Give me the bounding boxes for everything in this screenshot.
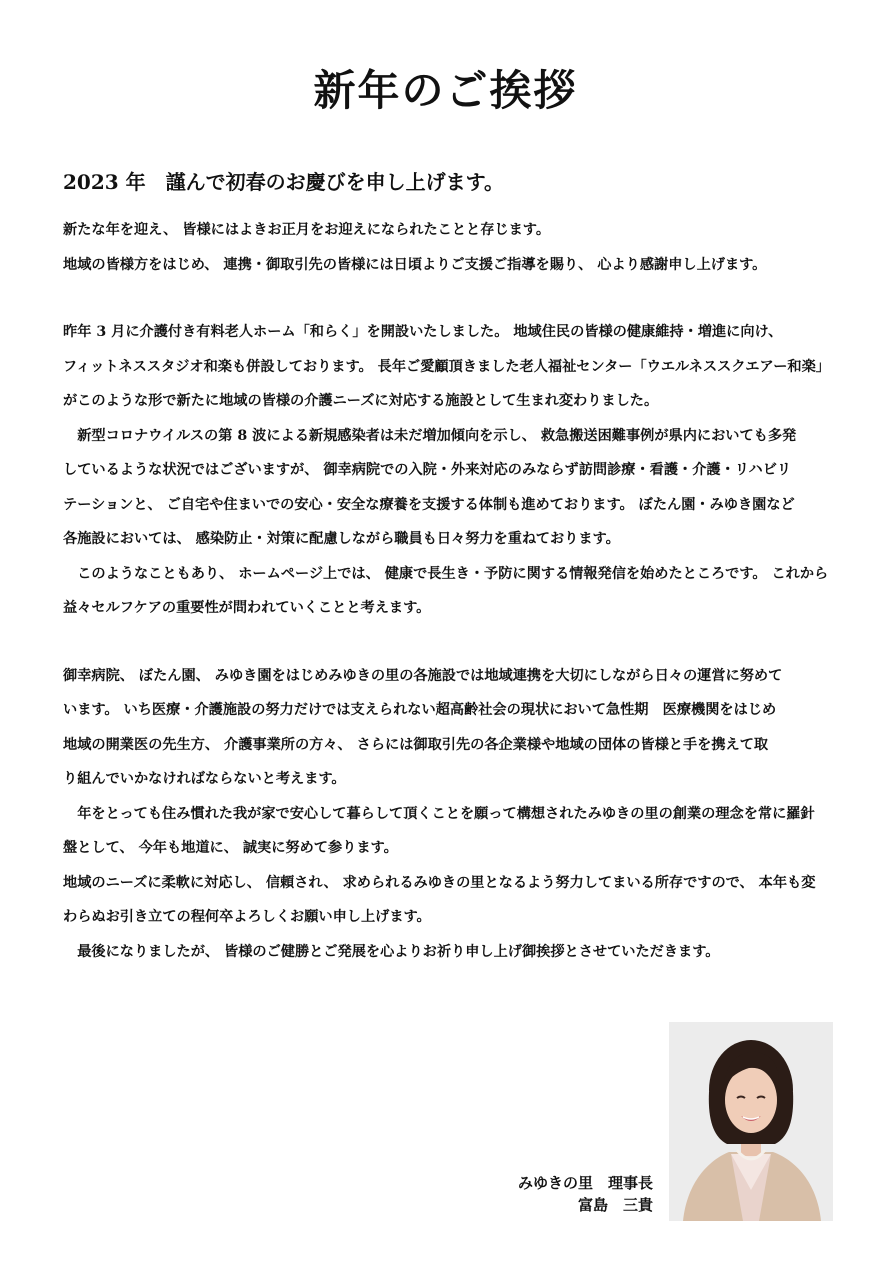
paragraph-3 xyxy=(63,661,853,972)
text-line: 昨年 3 月に介護付き有料老人ホーム「和らく」を開設いたしました。 地域住民の皆様の健康維持・増進に向け、 xyxy=(63,324,783,340)
text-line: フィットネススタジオ和楽も併設しております。 長年ご愛顧頂きました老人福祉センター「ウエルネススクエアー和楽」 xyxy=(63,358,830,375)
signature-name: 富島 三貴 xyxy=(577,1196,653,1214)
text-line: 新たな年を迎え、 皆様にはよきお正月をお迎えになられたことと存じます。 xyxy=(63,222,551,238)
text-line: このようなこともあり、 ホームページ上では、 健康で長生き・予防に関する情報発信を始めたところです。 これから xyxy=(63,565,829,582)
text-line: り組んでいかなければならないと考えます。 xyxy=(63,771,346,787)
paragraph-2 xyxy=(63,317,853,628)
text-line: 地域の開業医の先生方、 介護事業所の方々、 さらには御取引先の各企業様や地域の団体の皆様と手を携えて取 xyxy=(63,736,769,753)
text-line: 地域の皆様方をはじめ、 連携・御取引先の皆様には日頃よりご支援ご指導を賜り、 心より感謝申し上げます。 xyxy=(63,256,767,273)
signature-block xyxy=(518,1172,653,1216)
text-line: 新型コロナウイルスの第 8 波による新規感染者は未だ増加傾向を示し、 救急搬送困難事例が県内においても多発 xyxy=(63,427,797,444)
text-line: しているような状況ではございますが、 御幸病院での入院・外来対応のみならず訪問診療・看護・介護・リハビリ xyxy=(63,462,792,478)
signature-role: みゆきの里 理事長 xyxy=(517,1174,653,1192)
text-line: わらぬお引き立ての程何卒よろしくお願い申し上げます。 xyxy=(63,909,431,925)
paragraph-1 xyxy=(63,215,853,284)
text-line: 御幸病院、 ぼたん園、 みゆき園をはじめみゆきの里の各施設では地域連携を大切にしながら日々の運営に努めて xyxy=(63,667,783,684)
letter-body xyxy=(63,215,853,971)
text-line: います。 いち医療・介護施設の努力だけでは支えられない超高齢社会の現状において急性期 医療機関をはじめ xyxy=(63,702,777,718)
portrait-photo xyxy=(669,1022,833,1221)
text-line: テーションと、 ご自宅や住まいでの安心・安全な療養を支援する体制も進めております。 ぼたん園・みゆき園など xyxy=(63,496,795,513)
text-line: 各施設においては、 感染防止・対策に配慮しながら職員も日々努力を重ねております。 xyxy=(63,531,620,547)
text-line: 盤として、 今年も地道に、 誠実に努めて参ります。 xyxy=(63,840,398,856)
text-line: 益々セルフケアの重要性が問われていくことと考えます。 xyxy=(63,600,431,616)
text-line: がこのような形で新たに地域の皆様の介護ニーズに対応する施設として生まれ変わりました。 xyxy=(63,393,659,409)
page-title: 新年のご挨拶 xyxy=(313,66,578,115)
greeting-heading: 2023 年 謹んで初春のお慶びを申し上げます。 xyxy=(63,170,505,194)
text-line: 最後になりましたが、 皆様のご健勝とご発展を心よりお祈り申し上げ御挨拶とさせていただきます。 xyxy=(63,943,720,960)
text-line: 地域のニーズに柔軟に対応し、 信頼され、 求められるみゆきの里となるよう努力してまいる所存ですので、 本年も変 xyxy=(63,874,816,891)
text-line: 年をとっても住み慣れた我が家で安心して暮らして頂くことを願って構想されたみゆきの里の創業の理念を常に羅針 xyxy=(63,805,815,822)
